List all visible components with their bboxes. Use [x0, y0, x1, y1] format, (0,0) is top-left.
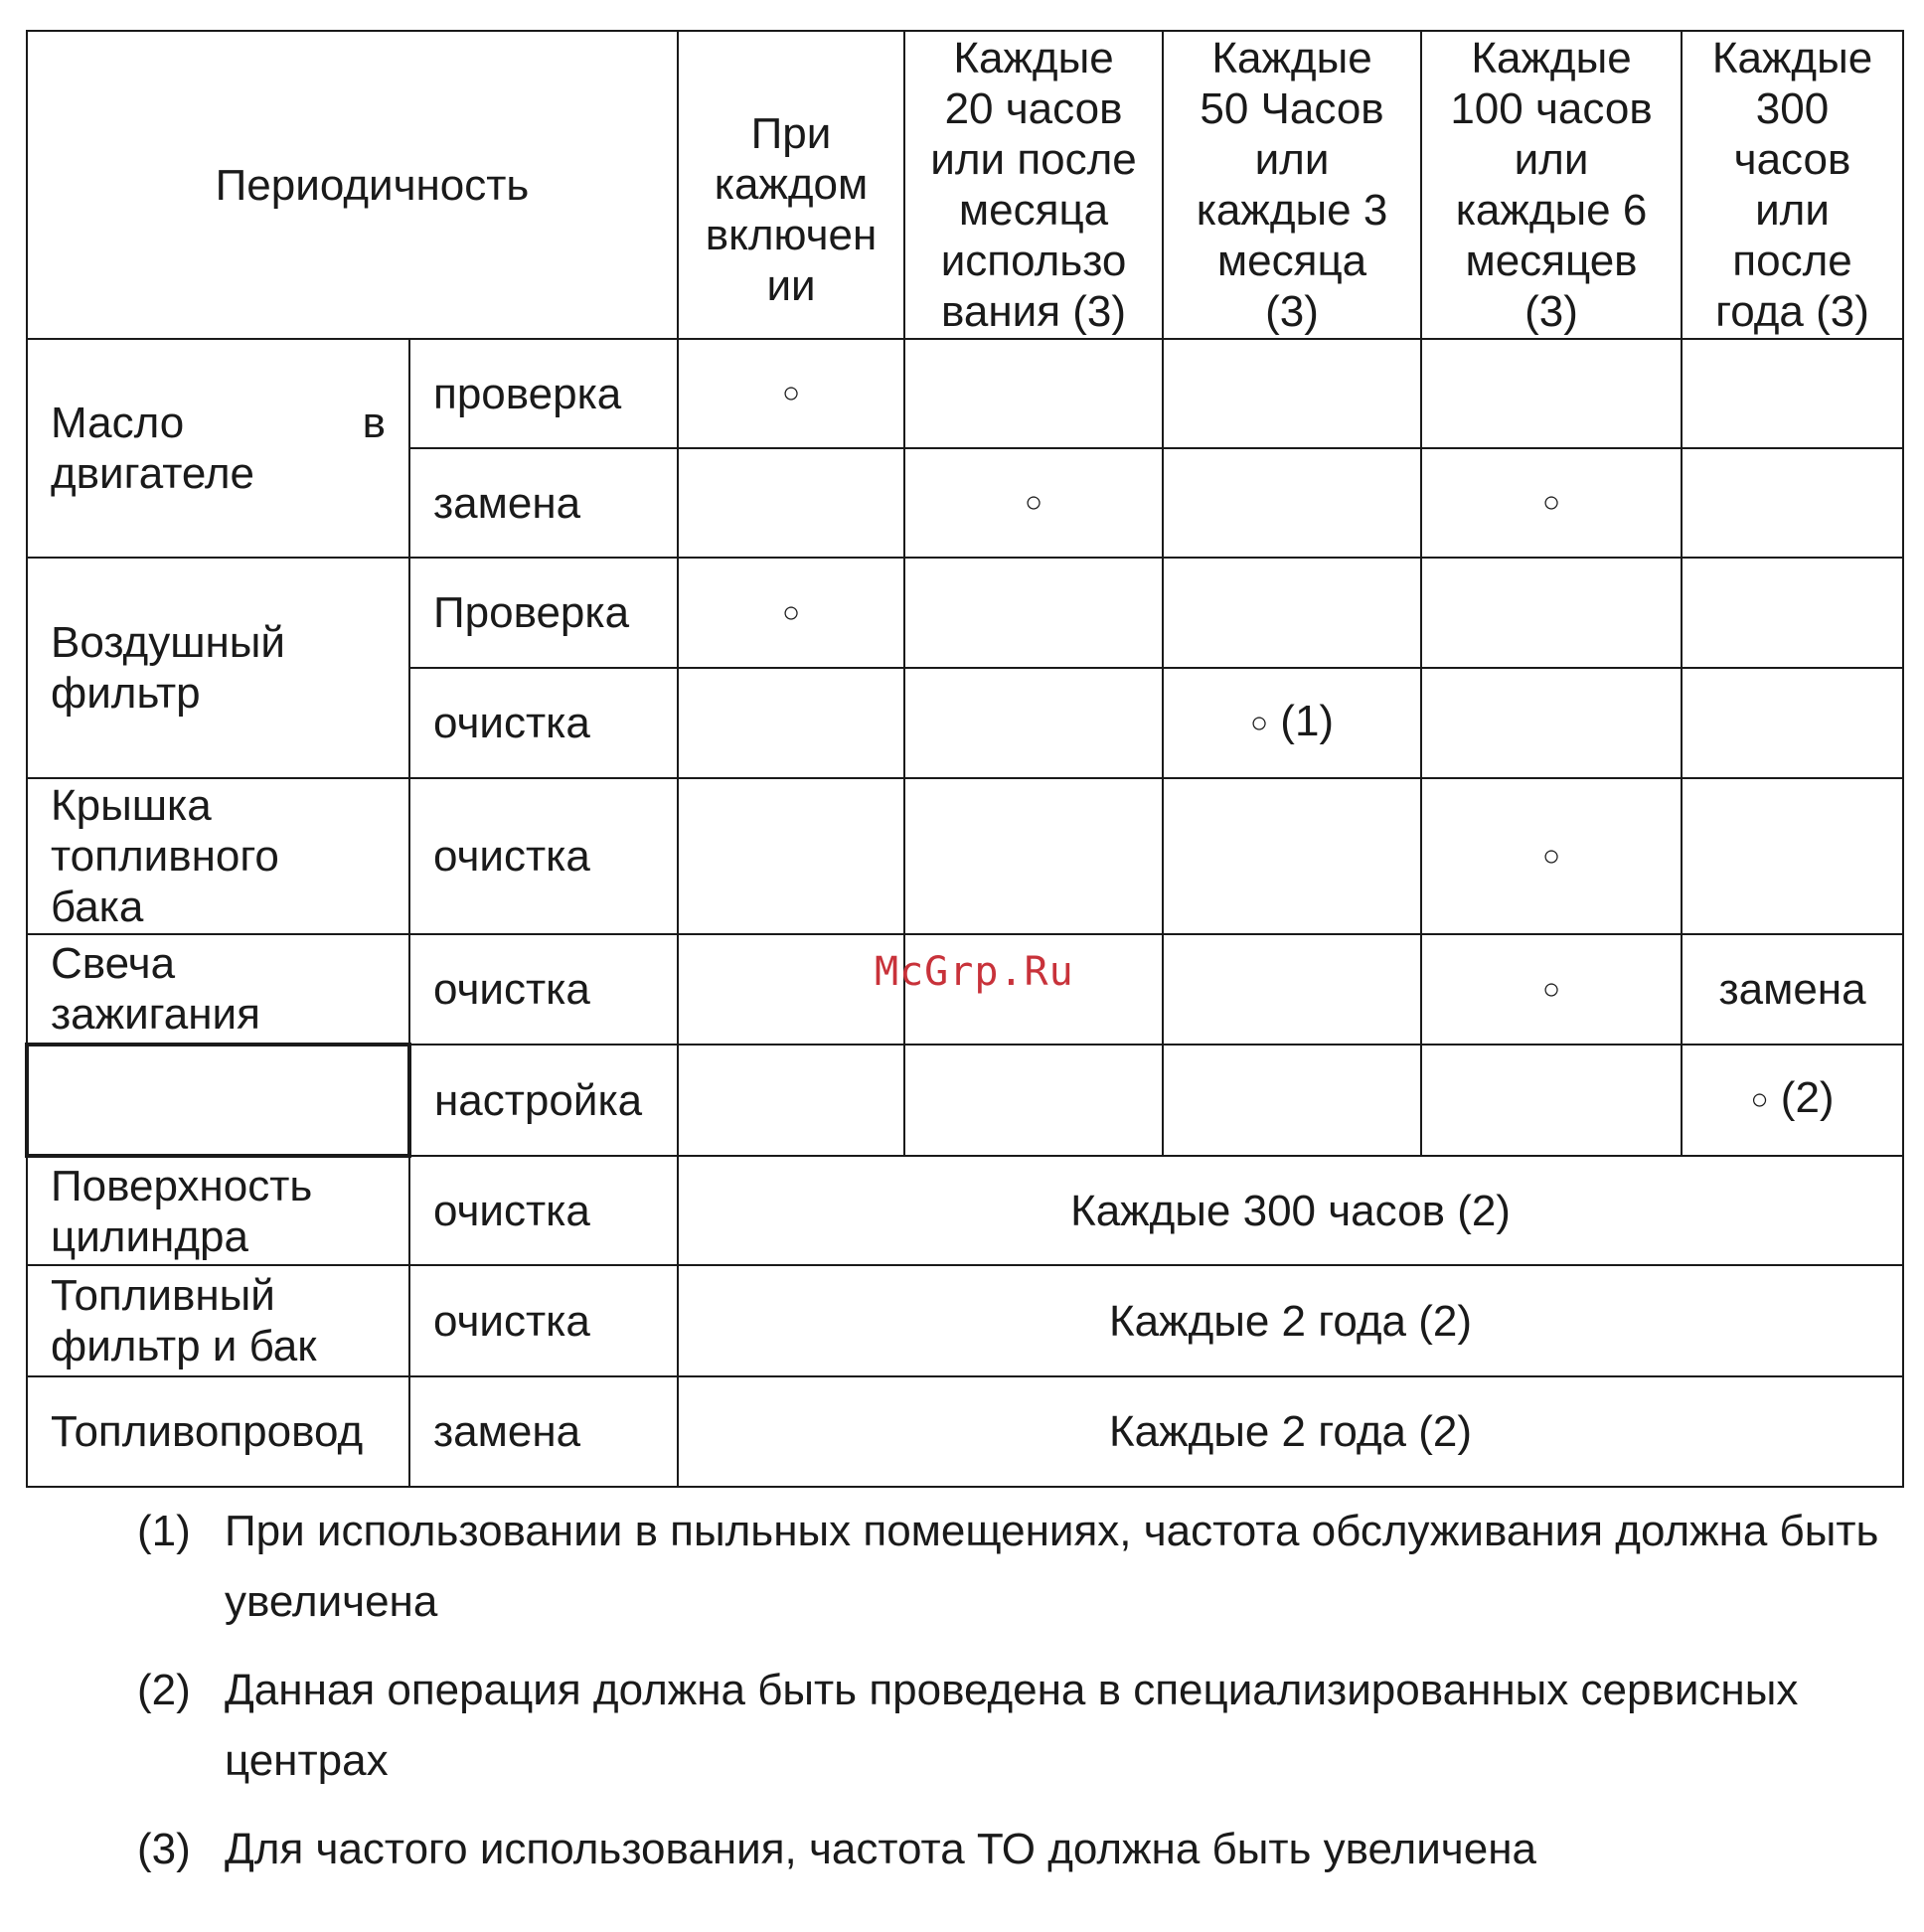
- action-cell: очистка: [409, 1156, 678, 1265]
- empty-cell: [678, 934, 904, 1045]
- table-row: [27, 1376, 1903, 1487]
- footnote-3: (3) Для частого использования, частота ТО должна быть увеличена: [137, 1825, 1536, 1873]
- item-label: в: [362, 399, 386, 447]
- header-line: каждые 6: [1455, 186, 1648, 235]
- action-cell: проверка: [409, 339, 678, 448]
- watermark: McGrp.Ru: [875, 949, 1074, 995]
- interval-cell: Каждые 300 часов (2): [678, 1156, 1903, 1265]
- table-row: [27, 1265, 1903, 1376]
- table-row: [27, 1156, 1903, 1265]
- empty-cell: [904, 668, 1163, 778]
- empty-cell: [904, 778, 1163, 934]
- action-cell: настройка: [409, 1045, 678, 1156]
- header-line: месяца: [1216, 237, 1367, 285]
- header-line: или после: [930, 135, 1137, 184]
- header-line: 20 часов: [944, 84, 1123, 133]
- empty-cell: [1163, 558, 1421, 668]
- empty-cell: [904, 1045, 1163, 1156]
- item-spark-plug: [27, 934, 409, 1045]
- empty-cell: [1421, 339, 1682, 448]
- footnotes: [137, 1506, 1916, 1912]
- empty-cell: [678, 1045, 904, 1156]
- item-fuel-line: Топливопровод: [27, 1376, 409, 1487]
- header-line: (3): [1524, 287, 1578, 336]
- mark-cell: [678, 339, 904, 448]
- mark-cell: [904, 448, 1163, 558]
- item-fuel-filter: [27, 1265, 409, 1376]
- action-cell: очистка: [409, 778, 678, 934]
- empty-cell: [678, 668, 904, 778]
- header-line: часов: [1733, 135, 1851, 184]
- header-line: или: [1254, 135, 1330, 184]
- empty-cell: [1163, 339, 1421, 448]
- footnote-ref: (1): [1280, 696, 1335, 745]
- mark-cell: замена: [1682, 934, 1903, 1045]
- item-label: цилиндра: [51, 1211, 248, 1261]
- empty-cell: [1421, 1045, 1682, 1156]
- header-line: включен: [705, 211, 878, 259]
- header-line: месяца: [958, 186, 1109, 235]
- action-cell: замена: [409, 448, 678, 558]
- empty-cell: [1682, 668, 1903, 778]
- item-label: Воздушный: [51, 618, 286, 667]
- empty-cell: [1163, 778, 1421, 934]
- header-line: года (3): [1715, 287, 1869, 336]
- header-line: месяцев: [1465, 237, 1638, 285]
- circle-icon: ○: [1024, 486, 1043, 519]
- mark-cell: [1682, 1045, 1903, 1156]
- circle-icon: ○: [781, 595, 801, 629]
- header-line: Каждые: [1211, 34, 1372, 82]
- periodicity-header: Периодичность: [27, 31, 678, 339]
- mark-cell: [678, 558, 904, 668]
- table-row: [27, 339, 1903, 448]
- empty-cell: [904, 339, 1163, 448]
- column-header-100-hours: [1421, 31, 1682, 339]
- mark-cell: [1421, 778, 1682, 934]
- item-label: бака: [51, 883, 144, 931]
- table-row: [27, 778, 1903, 934]
- empty-cell: [1421, 668, 1682, 778]
- empty-cell: [1421, 558, 1682, 668]
- item-label: Топливный: [51, 1271, 275, 1320]
- circle-icon: ○: [1541, 972, 1561, 1006]
- item-label: Поверхность: [51, 1161, 313, 1210]
- footnote-ref: (2): [1780, 1073, 1835, 1122]
- header-line: (3): [1265, 287, 1319, 336]
- item-label: фильтр и бак: [51, 1322, 317, 1370]
- maintenance-table: [25, 30, 1904, 1488]
- empty-cell: [1163, 448, 1421, 558]
- interval-cell: Каждые 2 года (2): [678, 1376, 1903, 1487]
- footnote-2: (2) Данная операция должна быть проведена в специализированных сервисных центрах: [137, 1666, 1799, 1785]
- empty-item-cell: [27, 1045, 409, 1156]
- header-line: 50 Часов: [1200, 84, 1384, 133]
- table-row: [27, 1045, 1903, 1156]
- circle-icon: ○: [781, 377, 801, 409]
- header-line: Каждые: [1711, 34, 1873, 82]
- footnote-1: (1) При использовании в пыльных помещениях, частота обслуживания должна быть увеличена: [137, 1507, 1879, 1626]
- item-label: Крышка: [51, 781, 212, 830]
- action-cell: Проверка: [409, 558, 678, 668]
- item-label: Масло: [51, 399, 185, 447]
- column-header-each-start: [678, 31, 904, 339]
- column-header-50-hours: [1163, 31, 1421, 339]
- item-label: двигателе: [51, 449, 255, 498]
- header-line: или: [1514, 135, 1589, 184]
- header-line: каждом: [714, 160, 869, 209]
- header-line: 300: [1755, 84, 1830, 133]
- empty-cell: [1682, 778, 1903, 934]
- item-label: фильтр: [51, 669, 201, 718]
- empty-cell: [1163, 1045, 1421, 1156]
- action-cell: замена: [409, 1376, 678, 1487]
- action-cell: очистка: [409, 934, 678, 1045]
- empty-cell: [904, 558, 1163, 668]
- empty-cell: [1682, 339, 1903, 448]
- column-header-20-hours: [904, 31, 1163, 339]
- header-line: Каждые: [1471, 34, 1632, 82]
- mark-cell: [1421, 934, 1682, 1045]
- empty-cell: [678, 448, 904, 558]
- header-line: Каждые: [953, 34, 1114, 82]
- circle-icon: ○: [1249, 706, 1269, 739]
- header-line: вания (3): [940, 287, 1127, 336]
- circle-icon: ○: [1541, 839, 1561, 873]
- item-cylinder-surface: [27, 1156, 409, 1265]
- circle-icon: ○: [1750, 1083, 1769, 1116]
- header-line: При: [750, 109, 832, 158]
- interval-cell: Каждые 2 года (2): [678, 1265, 1903, 1376]
- item-label: топливного: [51, 832, 279, 881]
- item-label: Свеча: [51, 939, 176, 988]
- header-line: использо: [940, 237, 1127, 285]
- column-header-300-hours: [1682, 31, 1903, 339]
- header-line: каждые 3: [1196, 186, 1388, 235]
- empty-cell: [1163, 934, 1421, 1045]
- item-air-filter: [27, 558, 409, 778]
- action-cell: очистка: [409, 668, 678, 778]
- table-row: [27, 558, 1903, 668]
- header-line: после: [1732, 237, 1852, 285]
- item-fuel-cap: [27, 778, 409, 934]
- header-line: ии: [766, 261, 816, 310]
- header-line: или: [1755, 186, 1830, 235]
- header-row: [27, 31, 1903, 339]
- empty-cell: [1682, 448, 1903, 558]
- mark-cell: [1421, 448, 1682, 558]
- empty-cell: [678, 778, 904, 934]
- item-label: зажигания: [51, 990, 260, 1039]
- header-line: 100 часов: [1450, 84, 1653, 133]
- circle-icon: ○: [1541, 486, 1561, 519]
- empty-cell: [1682, 558, 1903, 668]
- item-engine-oil: [27, 339, 409, 558]
- action-cell: очистка: [409, 1265, 678, 1376]
- mark-cell: [1163, 668, 1421, 778]
